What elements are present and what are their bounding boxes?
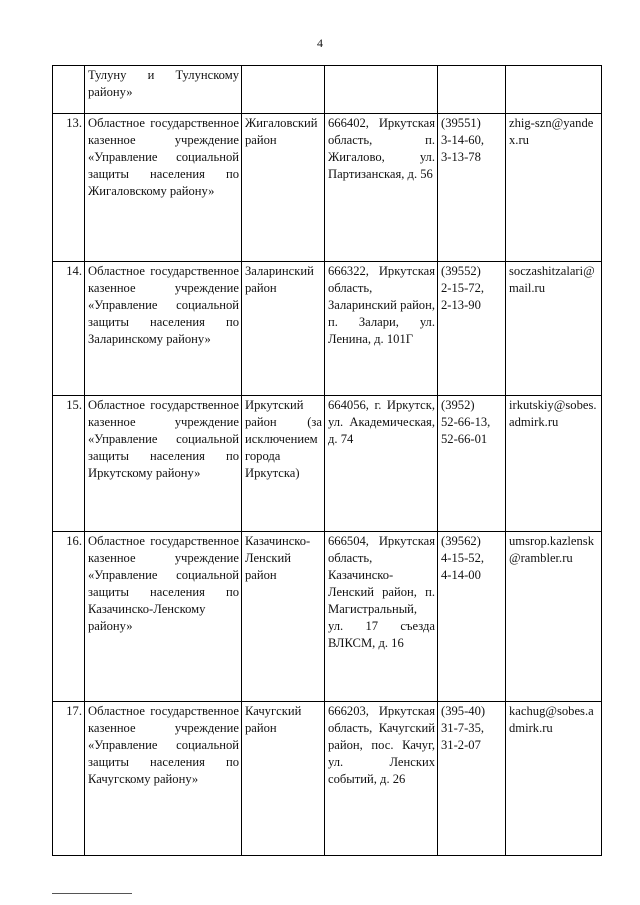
institutions-table	[52, 65, 602, 856]
institution-name: Областное государственное казенное учреждение «Управление социальной защиты населения по Заларинскому району»	[85, 262, 242, 396]
email-link[interactable]: zhig-szn@yandex.ru	[506, 114, 602, 262]
cell-address	[325, 66, 438, 114]
cell-email	[506, 66, 602, 114]
row-number: 15.	[53, 396, 85, 532]
institution-name: Областное государственное казенное учреждение «Управление социальной защиты населения по Жигаловскому району»	[85, 114, 242, 262]
cell-name: Тулуну и Тулунскому району»	[85, 66, 242, 114]
service-area: Качугский район	[242, 702, 325, 856]
table-row	[53, 114, 602, 262]
email-link[interactable]: umsrop.kazlensk@rambler.ru	[506, 532, 602, 702]
table-row	[53, 702, 602, 856]
phone: (3952) 52-66-13, 52-66-01	[438, 396, 506, 532]
service-area: Жигаловский район	[242, 114, 325, 262]
cell-area	[242, 66, 325, 114]
address: 666203, Иркутская область, Качугский район, пос. Качуг, ул. Ленских событий, д. 26	[325, 702, 438, 856]
address: 664056, г. Иркутск, ул. Академическая, д. 74	[325, 396, 438, 532]
phone: (395-40) 31-7-35, 31-2-07	[438, 702, 506, 856]
service-area: Заларинский район	[242, 262, 325, 396]
cell-phone	[438, 66, 506, 114]
institution-name: Областное государственное казенное учреждение «Управление социальной защиты населения по Казачинско-Ленскому району»	[85, 532, 242, 702]
email-link[interactable]: kachug@sobes.admirk.ru	[506, 702, 602, 856]
email-link[interactable]: soczashitzalari@mail.ru	[506, 262, 602, 396]
cell-num	[53, 66, 85, 114]
address: 666504, Иркутская область, Казачинско-Ленский район, п. Магистральный, ул. 17 съезда ВЛКСМ, д. 16	[325, 532, 438, 702]
table-row-continuation	[53, 66, 602, 114]
institution-name: Областное государственное казенное учреждение «Управление социальной защиты населения по Иркутскому району»	[85, 396, 242, 532]
row-number: 14.	[53, 262, 85, 396]
service-area: Казачинско-Ленский район	[242, 532, 325, 702]
phone: (39562) 4-15-52, 4-14-00	[438, 532, 506, 702]
institution-name: Областное государственное казенное учреждение «Управление социальной защиты населения по Качугскому району»	[85, 702, 242, 856]
table-row	[53, 262, 602, 396]
phone: (39551) 3-14-60, 3-13-78	[438, 114, 506, 262]
table-row	[53, 532, 602, 702]
page-number: 4	[317, 36, 323, 50]
footnote-divider	[52, 893, 132, 894]
address: 666322, Иркутская область, Заларинский район, п. Залари, ул. Ленина, д. 101Г	[325, 262, 438, 396]
row-number: 16.	[53, 532, 85, 702]
row-number: 17.	[53, 702, 85, 856]
email-link[interactable]: irkutskiy@sobes.admirk.ru	[506, 396, 602, 532]
service-area: Иркутский район (за исключением города Иркутска)	[242, 396, 325, 532]
row-number: 13.	[53, 114, 85, 262]
address: 666402, Иркутская область, п. Жигалово, ул. Партизанская, д. 56	[325, 114, 438, 262]
table-row	[53, 396, 602, 532]
phone: (39552) 2-15-72, 2-13-90	[438, 262, 506, 396]
